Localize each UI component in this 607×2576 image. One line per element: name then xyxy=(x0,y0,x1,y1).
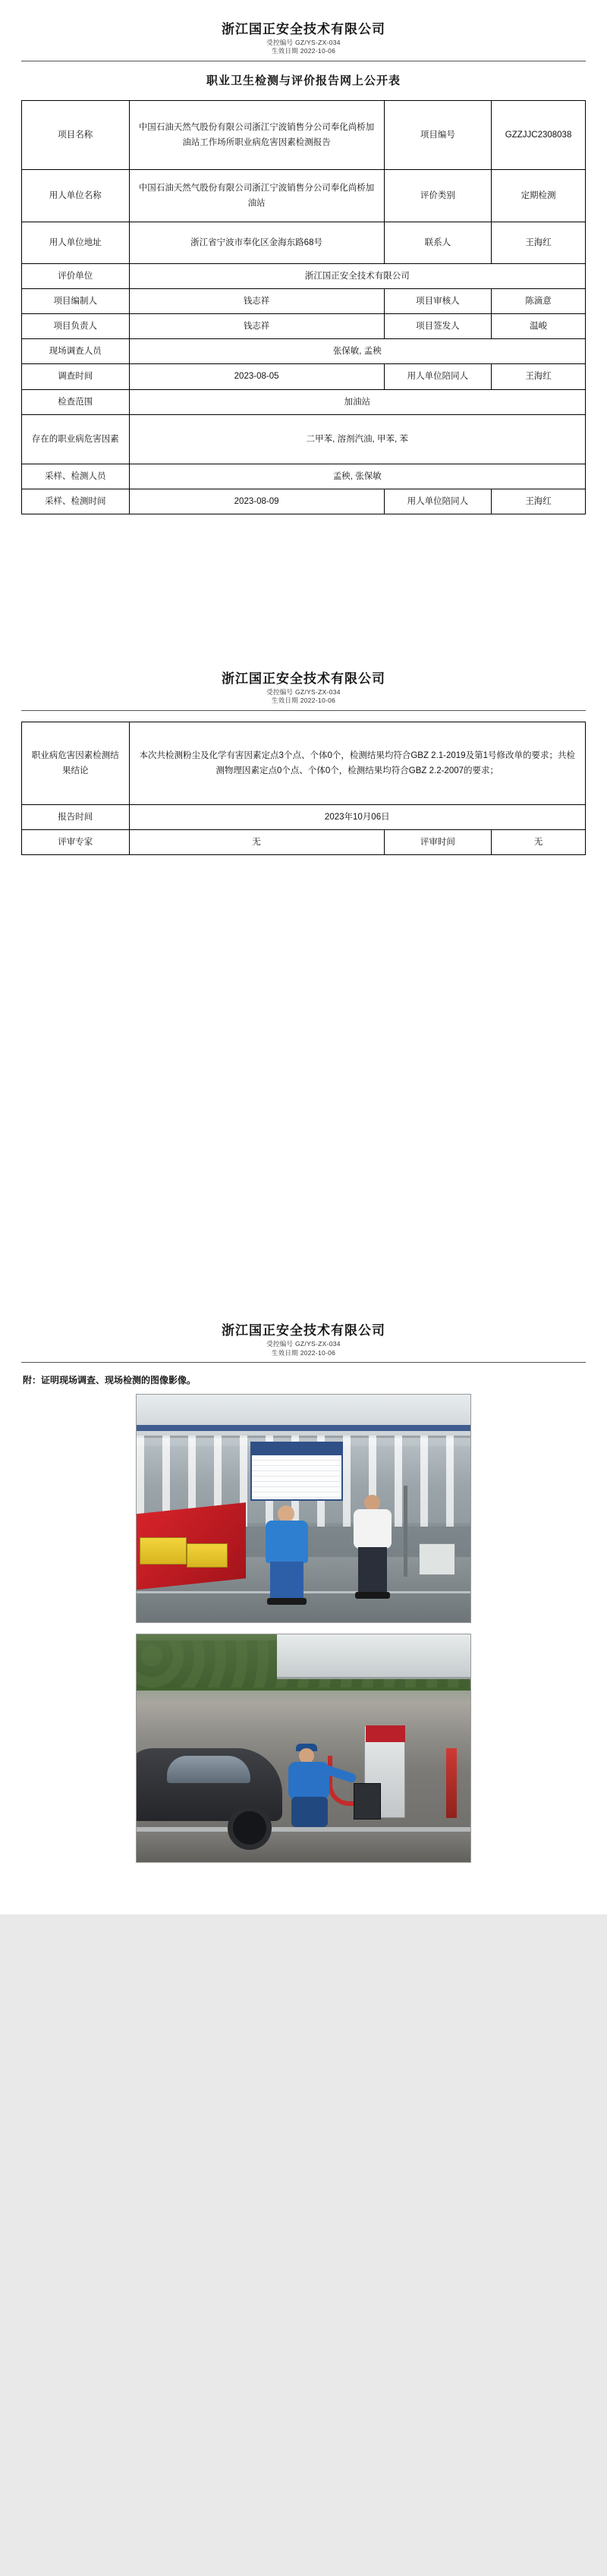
worker-2-head-shape xyxy=(364,1495,380,1511)
row-label-employer-address: 用人单位地址 xyxy=(22,222,130,263)
page-2-sheet xyxy=(0,650,607,1301)
row-value-eval-org: 浙江国正安全技术有限公司 xyxy=(129,263,585,288)
table-row xyxy=(22,263,586,288)
control-number-page-2: 受控编号 GZ/YS-ZX-034 xyxy=(266,687,341,696)
notice-board-shape xyxy=(250,1442,343,1501)
row-value-preparer: 钱志祥 xyxy=(129,289,384,314)
row-label-hazard-factors: 存在的职业病危害因素 xyxy=(22,414,130,464)
ground-shape-2 xyxy=(137,1832,470,1862)
pole-shape xyxy=(404,1486,407,1577)
row-label-conclusion: 职业病危害因素检测结果结论 xyxy=(22,722,130,804)
effective-date-page-2: 生效日期 2022-10-06 xyxy=(271,697,336,705)
row-value-employer-name: 中国石油天然气股份有限公司浙江宁波销售分公司奉化尚桥加油站 xyxy=(129,169,384,222)
car-wheel-shape xyxy=(228,1806,272,1850)
table-row xyxy=(22,389,586,414)
document-page-2 xyxy=(0,650,607,1301)
worker-2-body-shape xyxy=(354,1509,392,1549)
org-title-page-2: 浙江国正安全技术有限公司 xyxy=(222,671,385,686)
header-divider-page-3 xyxy=(21,1362,586,1363)
row-label-reviewer: 项目审核人 xyxy=(384,289,492,314)
row-value-conclusion: 本次共检测粉尘及化学有害因素定点3个点、个体0个，检测结果均符合GBZ 2.1-2019及第1号修改单的要求；共检测物理因素定点0个点、个体0个，检测结果均符合GBZ 2.2-2007的要求； xyxy=(129,722,585,804)
row-label-contact: 联系人 xyxy=(384,222,492,263)
row-label-review-time: 评审时间 xyxy=(384,830,492,855)
table-row xyxy=(22,169,586,222)
row-value-project-no: GZZJJC2308038 xyxy=(492,100,586,169)
table-row xyxy=(22,289,586,314)
row-label-accompanier-2: 用人单位陪同人 xyxy=(384,489,492,514)
worker-1-body-shape xyxy=(266,1521,308,1563)
site-survey-photo xyxy=(136,1394,471,1623)
fuel-dispenser-top-shape xyxy=(366,1725,405,1742)
row-label-survey-date: 调查时间 xyxy=(22,364,130,389)
table-row xyxy=(22,222,586,263)
worker-head-shape xyxy=(299,1748,314,1763)
row-value-sampling-staff: 孟秧, 张保敏 xyxy=(129,464,585,489)
page-3-sheet xyxy=(0,1301,607,1914)
row-label-survey-staff: 现场调查人员 xyxy=(22,339,130,364)
row-label-sampling-date: 采样、检测时间 xyxy=(22,489,130,514)
table-row xyxy=(22,314,586,339)
table-row xyxy=(22,489,586,514)
row-value-contact: 王海红 xyxy=(492,222,586,263)
row-value-employer-address: 浙江省宁波市奉化区金海东路68号 xyxy=(129,222,384,263)
table-row xyxy=(22,464,586,489)
site-testing-photo xyxy=(136,1634,471,1863)
document-page-3 xyxy=(0,1301,607,1914)
page-title: 职业卫生检测与评价报告网上公开表 xyxy=(206,74,401,87)
conclusion-table xyxy=(21,722,586,855)
control-number: 受控编号 GZ/YS-ZX-034 xyxy=(266,39,341,46)
page-1-bottom-space xyxy=(21,514,586,628)
table-row xyxy=(22,339,586,364)
row-label-preparer: 项目编制人 xyxy=(22,289,130,314)
equipment-case-shape xyxy=(419,1543,455,1575)
page-3-bottom-space xyxy=(21,1863,586,1893)
row-value-scope: 加油站 xyxy=(129,389,585,414)
curb-shape xyxy=(137,1827,470,1832)
yellow-box-shape xyxy=(140,1537,187,1565)
document-page-1 xyxy=(0,0,607,650)
row-value-project-lead: 钱志祥 xyxy=(129,314,384,339)
row-label-review-experts: 评审专家 xyxy=(22,830,130,855)
car-window-shape xyxy=(167,1756,250,1783)
effective-date-page-3: 生效日期 2022-10-06 xyxy=(271,1348,336,1357)
row-value-issuer: 温峻 xyxy=(492,314,586,339)
row-label-project-name: 项目名称 xyxy=(22,100,130,169)
red-post-shape xyxy=(446,1748,457,1818)
row-label-employer-name: 用人单位名称 xyxy=(22,169,130,222)
worker-1-shoes-shape xyxy=(267,1598,307,1605)
public-disclosure-table xyxy=(21,100,586,514)
canopy-shape xyxy=(137,1395,470,1438)
effective-date: 生效日期 2022-10-06 xyxy=(271,47,336,55)
row-label-eval-org: 评价单位 xyxy=(22,263,130,288)
table-row xyxy=(22,364,586,389)
ground-line-shape xyxy=(137,1591,470,1593)
row-label-issuer: 项目签发人 xyxy=(384,314,492,339)
worker-1-head-shape xyxy=(278,1505,294,1522)
page-2-bottom-space xyxy=(21,855,586,1280)
table-row xyxy=(22,830,586,855)
row-value-report-date: 2023年10月06日 xyxy=(129,804,585,829)
row-label-project-lead: 项目负责人 xyxy=(22,314,130,339)
row-value-accompanier-2: 王海红 xyxy=(492,489,586,514)
table-row xyxy=(22,100,586,169)
org-title-page-3: 浙江国正安全技术有限公司 xyxy=(222,1323,385,1338)
canopy-shape-2 xyxy=(277,1634,470,1679)
row-value-survey-staff: 张保敏, 孟秧 xyxy=(129,339,585,364)
row-value-survey-date: 2023-08-05 xyxy=(129,364,384,389)
row-label-sampling-staff: 采样、检测人员 xyxy=(22,464,130,489)
worker-body-shape xyxy=(288,1762,329,1800)
photo-gallery xyxy=(21,1394,586,1863)
row-label-report-date: 报告时间 xyxy=(22,804,130,829)
table-row xyxy=(22,414,586,464)
worker-1-legs-shape xyxy=(270,1562,304,1601)
row-value-reviewer: 陈滴意 xyxy=(492,289,586,314)
row-value-hazard-factors: 二甲苯, 溶剂汽油, 甲苯, 苯 xyxy=(129,414,585,464)
row-label-accompanier-1: 用人单位陪同人 xyxy=(384,364,492,389)
row-value-review-time: 无 xyxy=(492,830,586,855)
yellow-box-2-shape xyxy=(187,1543,228,1568)
row-value-review-experts: 无 xyxy=(129,830,384,855)
table-row xyxy=(22,722,586,804)
worker-legs-shape xyxy=(291,1797,328,1827)
row-value-accompanier-1: 王海红 xyxy=(492,364,586,389)
row-label-eval-category: 评价类别 xyxy=(384,169,492,222)
page-1-sheet xyxy=(0,0,607,650)
control-number-page-3: 受控编号 GZ/YS-ZX-034 xyxy=(266,1340,341,1348)
row-value-sampling-date: 2023-08-09 xyxy=(129,489,384,514)
attachment-note: 附：证明现场调查、现场检测的图像影像。 xyxy=(23,1375,197,1386)
row-value-project-name: 中国石油天然气股份有限公司浙江宁波销售分公司奉化尚桥加油站工作场所职业病危害因素检测报告 xyxy=(129,100,384,169)
table-row xyxy=(22,804,586,829)
sampling-device-shape xyxy=(354,1783,381,1820)
worker-2-shoes-shape xyxy=(355,1592,390,1599)
org-title: 浙江国正安全技术有限公司 xyxy=(222,22,385,36)
row-value-eval-category: 定期检测 xyxy=(492,169,586,222)
canopy-stripe-shape xyxy=(137,1425,470,1431)
row-label-scope: 检查范围 xyxy=(22,389,130,414)
row-label-project-no: 项目编号 xyxy=(384,100,492,169)
worker-2-legs-shape xyxy=(358,1547,387,1594)
